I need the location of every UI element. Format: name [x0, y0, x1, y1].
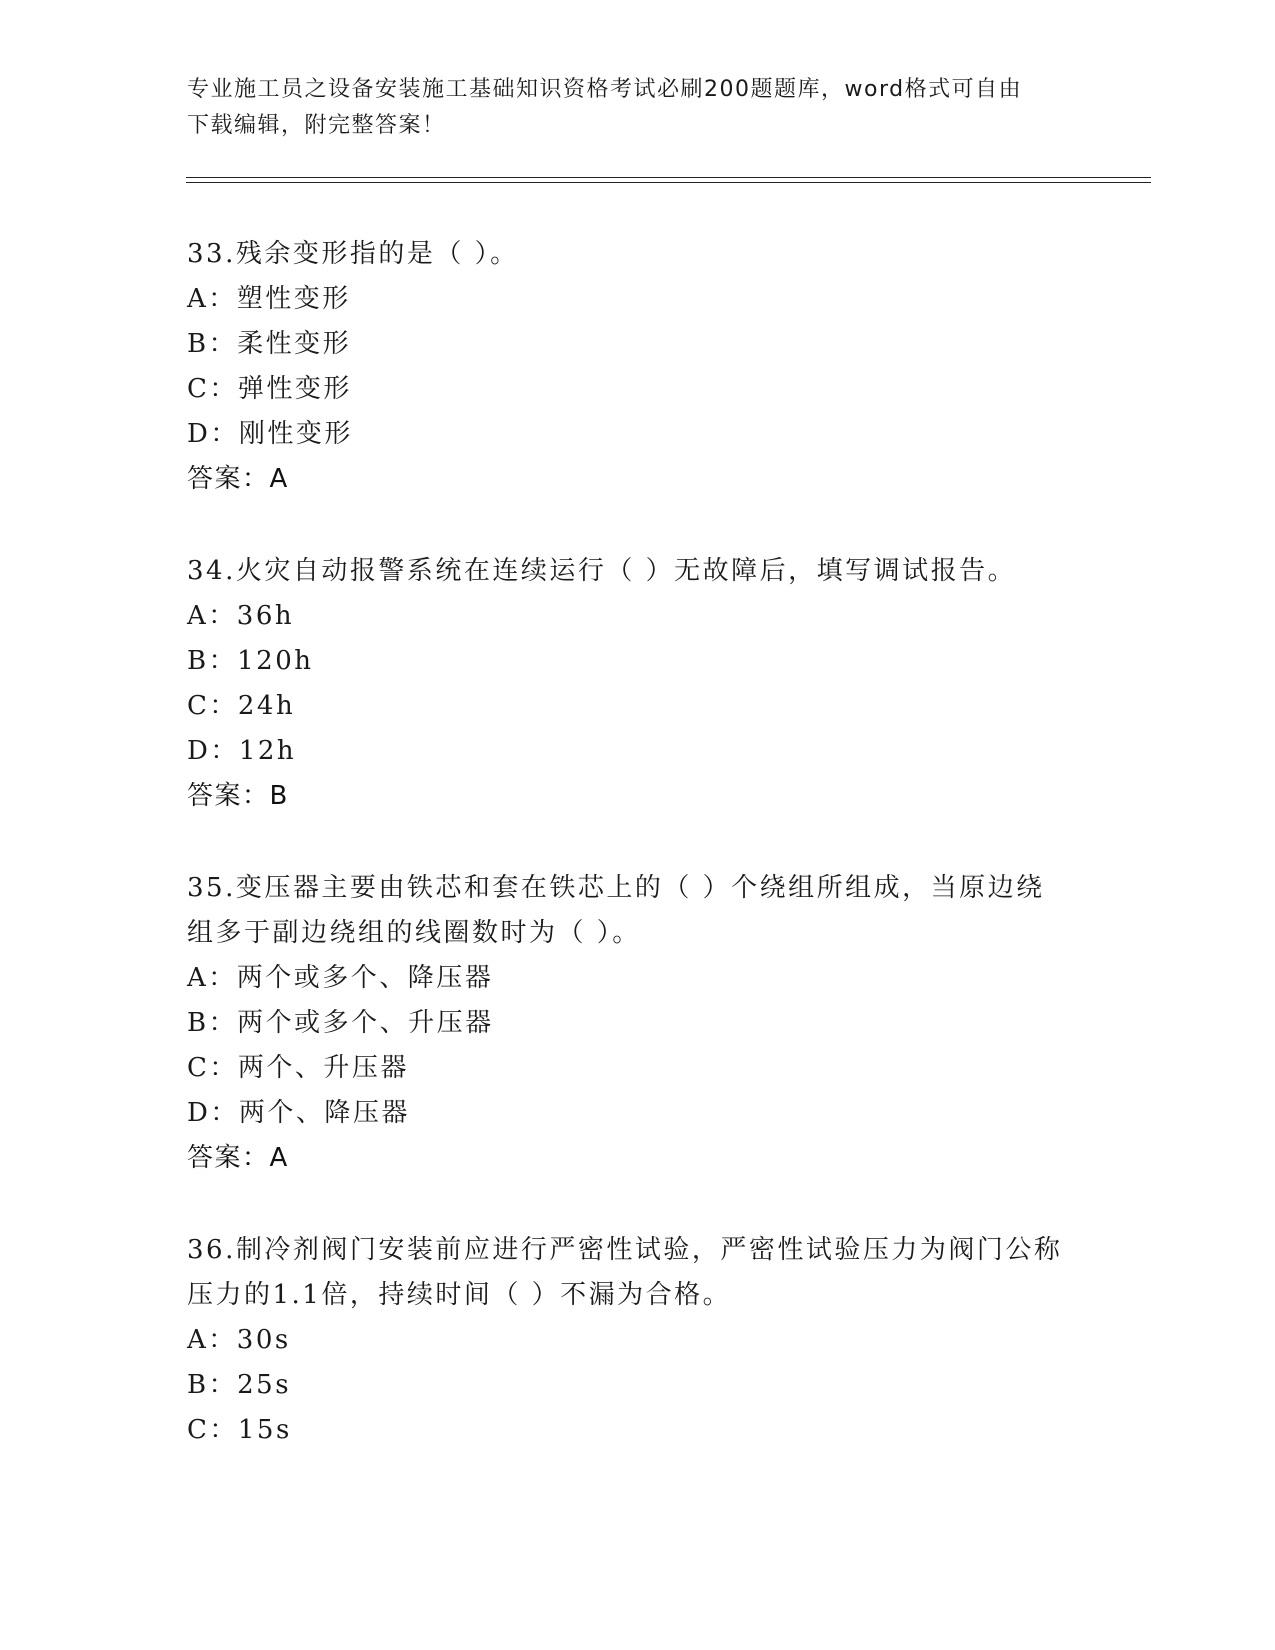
option-d: D：两个、降压器	[187, 1098, 410, 1128]
question-stem	[187, 232, 1087, 277]
option-c: C：两个、升压器	[187, 1053, 409, 1083]
option-b: B：120h	[187, 646, 314, 676]
option-c: C：24h	[187, 691, 296, 721]
question-stem	[187, 1228, 1087, 1318]
question-stem-line: 33.残余变形指的是（ ）。	[187, 239, 519, 269]
header-divider-top	[186, 177, 1151, 178]
question-stem-line: 组多于副边绕组的线圈数时为（ ）。	[187, 918, 641, 948]
option-a: A：30s	[187, 1325, 291, 1355]
question-stem-line: 36.制冷剂阀门安装前应进行严密性试验，严密性试验压力为阀门公称	[187, 1235, 1063, 1265]
document-header	[187, 72, 1067, 144]
question-stem-line: 35.变压器主要由铁芯和套在铁芯上的（ ）个绕组所组成，当原边绕	[187, 873, 1045, 903]
question-list	[187, 232, 1087, 1500]
option-a: A：36h	[187, 601, 295, 631]
question-36	[187, 1228, 1087, 1453]
question-34	[187, 549, 1087, 819]
answer: 答案：A	[187, 464, 289, 494]
option-b: B：柔性变形	[187, 329, 352, 359]
question-33	[187, 232, 1087, 502]
answer: 答案：A	[187, 1143, 289, 1173]
option-c: C：弹性变形	[187, 374, 352, 404]
option-c: C：15s	[187, 1415, 292, 1445]
question-stem	[187, 866, 1087, 956]
question-stem	[187, 549, 1087, 594]
option-b: B：两个或多个、升压器	[187, 1008, 494, 1038]
answer: 答案：B	[187, 781, 289, 811]
header-divider-bottom	[186, 182, 1151, 183]
question-stem-line: 压力的1.1倍，持续时间（ ）不漏为合格。	[187, 1280, 732, 1310]
option-d: D：12h	[187, 736, 297, 766]
question-stem-line: 34.火灾自动报警系统在连续运行（ ）无故障后，填写调试报告。	[187, 556, 1017, 586]
header-line-1: 专业施工员之设备安装施工基础知识资格考试必刷200题题库，word格式可自由	[187, 77, 1023, 102]
option-b: B：25s	[187, 1370, 292, 1400]
option-a: A：两个或多个、降压器	[187, 963, 494, 993]
option-a: A：塑性变形	[187, 284, 351, 314]
header-line-2: 下载编辑，附完整答案！	[187, 113, 446, 138]
option-d: D：刚性变形	[187, 419, 353, 449]
question-35	[187, 866, 1087, 1181]
